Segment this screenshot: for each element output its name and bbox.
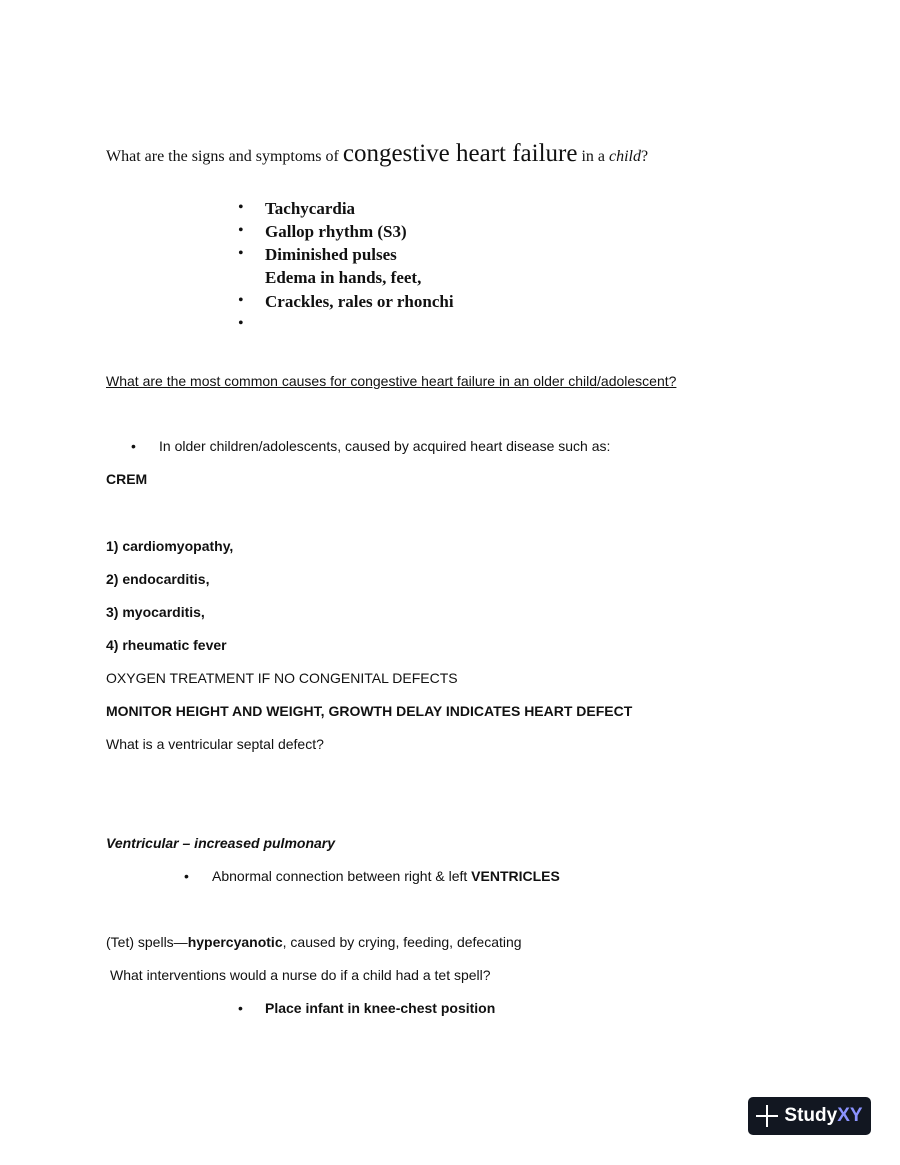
symptom-item: Edema in hands, feet, bbox=[265, 268, 422, 287]
question-signs-symptoms bbox=[106, 140, 648, 168]
bullet: • bbox=[238, 245, 244, 262]
cause-item: 4) rheumatic fever bbox=[106, 637, 227, 653]
cause-intro: In older children/adolescents, caused by acquired heart disease such as: bbox=[159, 438, 611, 454]
oxygen-note: OXYGEN TREATMENT IF NO CONGENITAL DEFECTS bbox=[106, 670, 458, 686]
symptom-item: Diminished pulses bbox=[265, 245, 397, 264]
question-highlight: congestive heart failure bbox=[342, 140, 578, 167]
brand-name-part2: XY bbox=[837, 1105, 863, 1126]
bullet: • bbox=[238, 222, 244, 239]
studyxy-logo[interactable] bbox=[748, 1097, 871, 1135]
vsd-description-text: Abnormal connection between right & left bbox=[212, 868, 472, 884]
intervention-item: Place infant in knee-chest position bbox=[265, 1000, 496, 1016]
question-vsd: What is a ventricular septal defect? bbox=[106, 736, 324, 752]
monitor-note: MONITOR HEIGHT AND WEIGHT, GROWTH DELAY INDICATES HEART DEFECT bbox=[106, 703, 633, 719]
question-middle: in a bbox=[577, 148, 609, 165]
brand-name bbox=[784, 1105, 862, 1127]
question-prefix: What are the signs and symptoms of bbox=[106, 148, 343, 165]
symptom-item: Crackles, rales or rhonchi bbox=[265, 292, 454, 311]
vsd-description-bold: VENTRICLES bbox=[471, 868, 560, 884]
plus-icon bbox=[756, 1105, 778, 1127]
tet-spells-line bbox=[106, 934, 522, 950]
bullet: • bbox=[238, 199, 244, 216]
symptom-item: Gallop rhythm (S3) bbox=[265, 222, 407, 241]
vsd-heading: Ventricular – increased pulmonary bbox=[106, 835, 336, 851]
question-italic: child bbox=[609, 148, 641, 165]
tet-suffix: , caused by crying, feeding, defecating bbox=[282, 934, 522, 950]
bullet: • bbox=[238, 1000, 243, 1016]
brand-name-part1: Study bbox=[784, 1105, 838, 1126]
cause-item: 2) endocarditis, bbox=[106, 571, 210, 587]
symptom-item: Tachycardia bbox=[265, 199, 356, 218]
tet-bold: hypercyanotic bbox=[187, 934, 283, 950]
bullet: • bbox=[238, 292, 244, 309]
question-common-causes: What are the most common causes for congestive heart failure in an older child/adolescent? bbox=[106, 373, 677, 389]
cause-item: 3) myocarditis, bbox=[106, 604, 205, 620]
bullet: • bbox=[131, 438, 136, 454]
cause-item: 1) cardiomyopathy, bbox=[106, 538, 234, 554]
question-suffix: ? bbox=[641, 148, 649, 165]
mnemonic: CREM bbox=[106, 471, 148, 487]
bullet: • bbox=[184, 868, 189, 884]
question-tet-interventions: What interventions would a nurse do if a child had a tet spell? bbox=[110, 967, 491, 983]
bullet: • bbox=[238, 315, 244, 332]
tet-prefix: (Tet) spells— bbox=[106, 934, 188, 950]
vsd-description bbox=[212, 868, 560, 884]
